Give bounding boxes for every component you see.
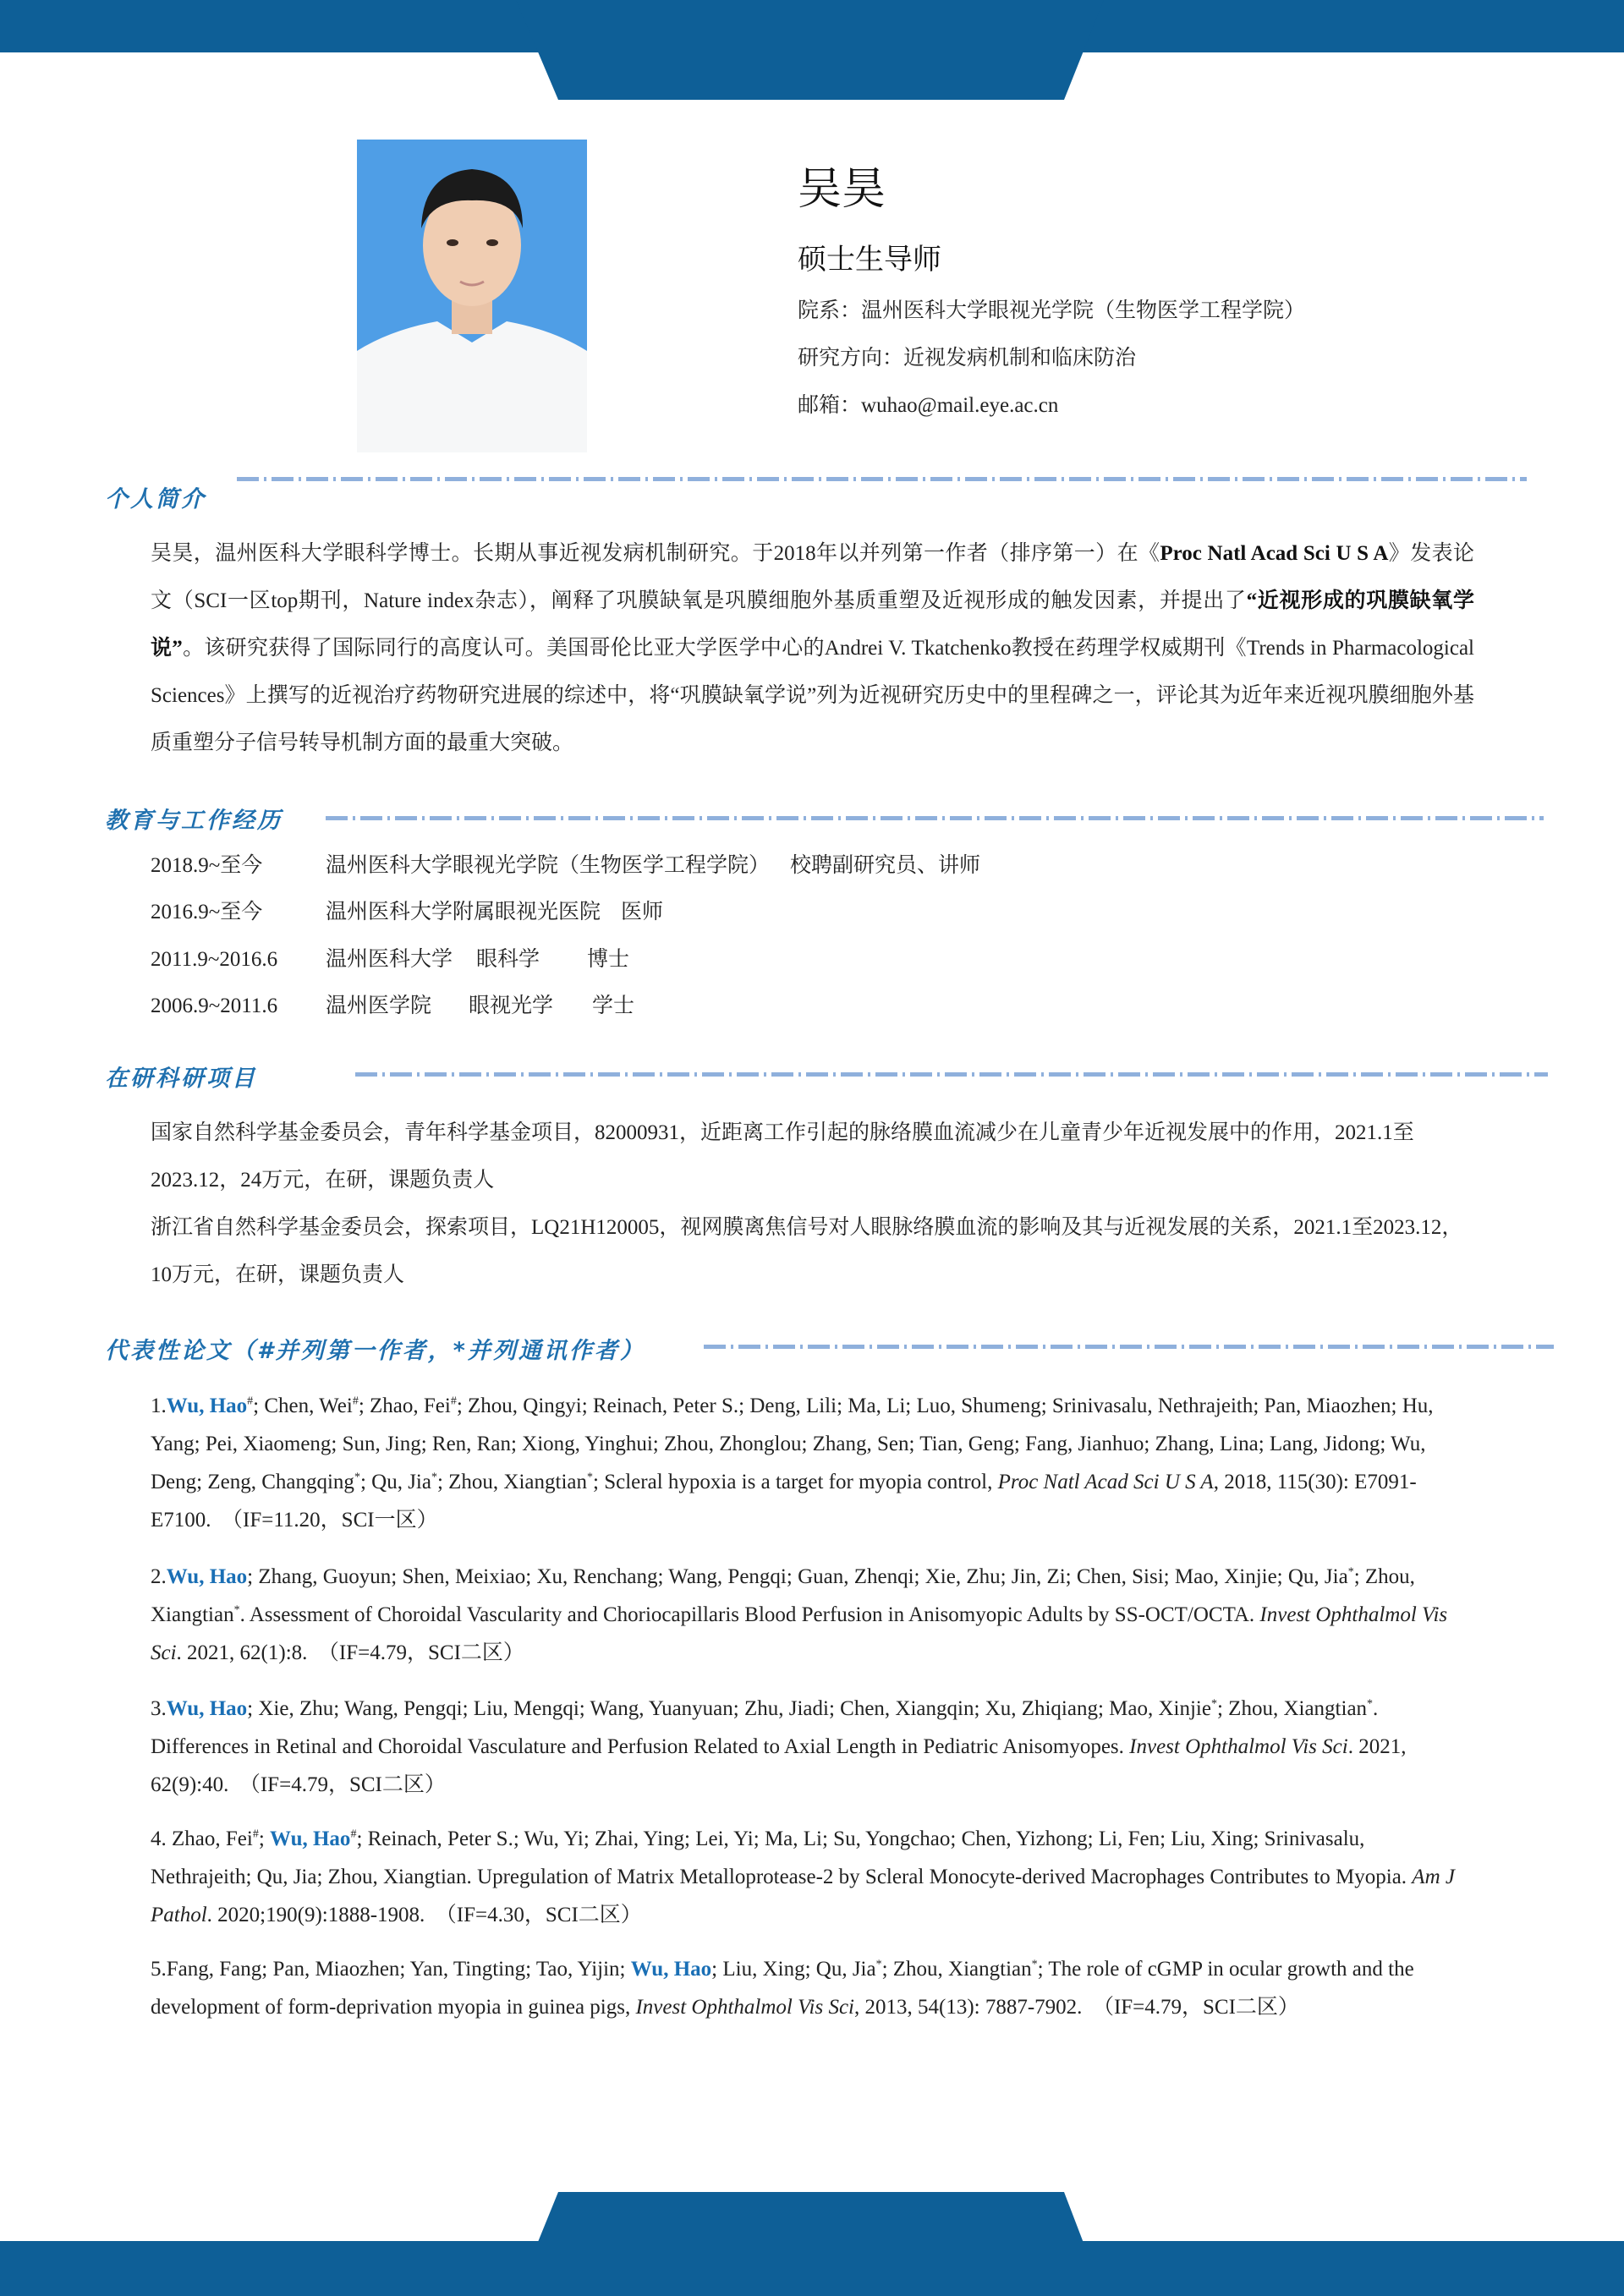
highlighted-author: Wu, Hao (166, 1395, 248, 1417)
paper-item (151, 1690, 1470, 1804)
paper-metric: （IF=11.20，SCI一区） (222, 1509, 438, 1532)
education-date: 2016.9~至今 (151, 901, 263, 923)
paper-metric: （IF=4.79，SCI二区） (239, 1773, 446, 1796)
education-position: 校聘副研究员、讲师 (790, 854, 981, 877)
section-divider (704, 1345, 1554, 1349)
email-line (798, 394, 1305, 418)
education-org: 温州医科大学 (326, 948, 453, 971)
author-mark: * (233, 1603, 240, 1617)
bottom-banner (0, 2241, 1624, 2296)
section-title-education: 教育与工作经历 (105, 808, 283, 834)
intro-paragraph (151, 530, 1474, 767)
intro-text-3: 。该研究获得了国际同行的高度认可。美国哥伦比亚大学医学中心的Andrei V. Tkatchenko教授在药理学权威期刊《Trends in Pharmacological Sciences》上撰写的近视治疗药物研究进展的综述中，将“巩膜缺氧学说”列为近视研究历史中的里程碑之一，评论其为近年来近视巩膜细胞外基质重塑分子信号转导机制方面的最重大突破。 (151, 637, 1474, 754)
education-position: 医师 (621, 901, 664, 923)
research-value: 近视发病机制和临床防治 (903, 347, 1137, 370)
paper-item (151, 1950, 1470, 2026)
paper-authors: ; Xie, Zhu; Wang, Pengqi; Liu, Mengqi; Wang, Yuanyuan; Zhu, Jiadi; Chen, Xiangqin; Xu, Zhiqiang; Mao, Xinjie*; Zhou, Xiangtian*. (247, 1697, 1379, 1720)
paper-metric: （IF=4.79，SCI二区） (1092, 1996, 1299, 2019)
education-date: 2018.9~至今 (151, 854, 263, 877)
paper-authors-before: Fang, Fang; Pan, Miaozhen; Yan, Tingting; Tao, Yijin; (166, 1958, 631, 1981)
paper-title: The role of cGMP in ocular growth and the development of form-deprivation myopia in guinea pigs, (151, 1958, 1414, 2019)
author-mark: * (431, 1471, 437, 1484)
paper-journal: Invest Ophthalmol Vis Sci (1129, 1735, 1348, 1758)
highlighted-author: Wu, Hao (166, 1697, 248, 1720)
paper-metric: （IF=4.30，SCI二区） (435, 1904, 642, 1926)
paper-citation: , 2013, 54(13): 7887-7902. (854, 1996, 1083, 2019)
education-field: 眼视光学 (469, 995, 554, 1017)
author-mark: * (1367, 1697, 1374, 1711)
author-mark: # (450, 1395, 457, 1408)
paper-number: 5. (151, 1958, 167, 1981)
paper-authors: ; Liu, Xing; Qu, Jia*; Zhou, Xiangtian*; (711, 1958, 1049, 1981)
intro-theory-bold: “近视形成的巩膜缺氧学说” (151, 589, 1474, 660)
email-label: 邮箱： (798, 394, 862, 417)
paper-title: Assessment of Choroidal Vascularity and Choriocapillaris Blood Perfusion in Anisomyopic Adults by SS-OCT/OCTA. (249, 1603, 1260, 1626)
department-line (798, 299, 1305, 323)
intro-text-1: 吴昊，温州医科大学眼科学博士。长期从事近视发病机制研究。于2018年以并列第一作者（排序第一）在《 (151, 542, 1160, 565)
research-line (798, 347, 1305, 370)
paper-number: 2. (151, 1565, 167, 1588)
highlighted-author: Wu, Hao (270, 1827, 351, 1850)
education-date: 2006.9~2011.6 (151, 995, 278, 1017)
paper-item (151, 1387, 1470, 1539)
paper-journal: Invest Ophthalmol Vis Sci (151, 1603, 1448, 1664)
section-title-projects: 在研科研项目 (105, 1066, 257, 1092)
research-label: 研究方向： (798, 347, 904, 370)
paper-authors: ; Reinach, Peter S.; Wu, Yi; Zhai, Ying; Lei, Yi; Ma, Li; Su, Yongchao; Chen, Yizhong; Li, Fen; Liu, Xing; Srinivasalu, Nethrajeith; Qu, Jia; Zhou, Xiangtian. (151, 1827, 1365, 1888)
intro-journal-bold: Proc Natl Acad Sci U S A (1160, 542, 1389, 565)
author-mark: * (587, 1471, 594, 1484)
intro-text-2: 》发表论文（SCI一区top期刊，Nature index杂志），阐释了巩膜缺氧是巩膜细胞外基质重塑及近视形成的触发因素，并提出了 (151, 542, 1474, 612)
author-mark: * (354, 1471, 360, 1484)
paper-journal: Proc Natl Acad Sci U S A (997, 1471, 1214, 1493)
education-field: 眼科学 (476, 948, 540, 971)
education-row (151, 853, 1001, 879)
paper-title: Differences in Retinal and Choroidal Vasculature and Perfusion Related to Axial Length in Pediatric Anisomyopes. (151, 1735, 1130, 1758)
education-row (151, 947, 650, 973)
paper-authors: ; Zhang, Guoyun; Shen, Meixiao; Xu, Renchang; Wang, Pengqi; Guan, Zhenqi; Xie, Zhu; Jin, Zi; Chen, Sisi; Mao, Xinjie; Qu, Jia*; Zhou, Xiangtian*. (151, 1565, 1415, 1626)
paper-number: 1. (151, 1395, 167, 1417)
paper-title: Upregulation of Matrix Metalloprotease-2 by Scleral Monocyte-derived Macrophages Contributes to Myopia. (477, 1866, 1413, 1888)
author-mark: # (247, 1395, 254, 1408)
paper-citation: . 2021, 62(1):8. (176, 1641, 308, 1664)
section-divider (326, 816, 1544, 820)
education-org: 温州医科大学眼视光学院（生物医学工程学院） (326, 854, 771, 877)
education-row (151, 900, 683, 925)
paper-title: Scleral hypoxia is a target for myopia control, (604, 1471, 998, 1493)
education-degree: 博士 (587, 948, 630, 971)
education-date: 2011.9~2016.6 (151, 948, 278, 971)
paper-authors-before: Zhao, Fei#; (172, 1827, 271, 1850)
header-info (798, 164, 1306, 441)
author-mark: * (875, 1958, 882, 1971)
paper-authors: ; Chen, Wei#; Zhao, Fei#; Zhou, Qingyi; Reinach, Peter S.; Deng, Lili; Ma, Li; Luo, Shumeng; Srinivasalu, Nethrajeith; Pan, Miaozhen; Hu, Yang; Pei, Xiaomeng; Sun, Jing; Ren, Ran; Xiong, Yinghui; Zhou, Zhonglou; Zhang, Sen; Tian, Geng; Fang, Jianhuo; Zhang, Lina; Lang, Jidong; Wu, Deng; Zeng, Changqing*; Qu, Jia*; Zhou, Xiangtian*; (151, 1395, 1434, 1493)
author-mark: * (1031, 1958, 1038, 1971)
project-item: 浙江省自然科学基金委员会，探索项目，LQ21H120005，视网膜离焦信号对人眼脉络膜血流的影响及其与近视发展的关系，2021.1至2023.12，10万元，在研，课题负责人 (151, 1216, 1463, 1286)
education-degree: 学士 (592, 995, 635, 1017)
top-banner-tab (0, 0, 1624, 101)
section-divider (355, 1072, 1548, 1077)
paper-journal: Invest Ophthalmol Vis Sci (635, 1996, 855, 2019)
email-value[interactable]: wuhao@mail.eye.ac.cn (861, 394, 1059, 417)
project-item: 国家自然科学基金委员会，青年科学基金项目，82000931，近距离工作引起的脉络膜血流减少在儿童青少年近视发展中的作用，2021.1至2023.12，24万元，在研，课题负责人 (151, 1121, 1414, 1192)
paper-citation: . 2021, 62(9):40. (151, 1735, 1407, 1796)
highlighted-author: Wu, Hao (630, 1958, 712, 1981)
paper-item (151, 1820, 1470, 1934)
section-title-papers: 代表性论文（#并列第一作者，*并列通讯作者） (105, 1338, 645, 1364)
paper-citation: . 2020;190(9):1888-1908. (206, 1904, 425, 1926)
education-org: 温州医学院 (326, 995, 432, 1017)
department-value: 温州医科大学眼视光学院（生物医学工程学院） (861, 299, 1306, 322)
paper-item (151, 1558, 1470, 1672)
paper-number: 3. (151, 1697, 167, 1720)
paper-number: 4. (151, 1827, 172, 1850)
paper-journal: Am J Pathol (151, 1866, 1455, 1926)
paper-citation: , 2018, 115(30): E7091-E7100. (151, 1471, 1417, 1532)
author-mark: * (1210, 1697, 1217, 1711)
highlighted-author: Wu, Hao (166, 1565, 248, 1588)
author-mark: # (350, 1827, 357, 1841)
section-title-intro: 个人简介 (105, 486, 206, 512)
author-mark: * (1347, 1565, 1354, 1579)
author-mark: # (352, 1395, 359, 1408)
education-org: 温州医科大学附属眼视光医院 (326, 901, 601, 923)
person-name: 吴昊 (798, 164, 886, 215)
person-role: 硕士生导师 (798, 243, 941, 277)
author-mark: # (252, 1827, 259, 1841)
paper-metric: （IF=4.79，SCI二区） (317, 1641, 524, 1664)
department-label: 院系： (798, 299, 862, 322)
section-divider (237, 477, 1527, 481)
education-row (151, 994, 655, 1019)
portrait-photo (357, 140, 587, 452)
